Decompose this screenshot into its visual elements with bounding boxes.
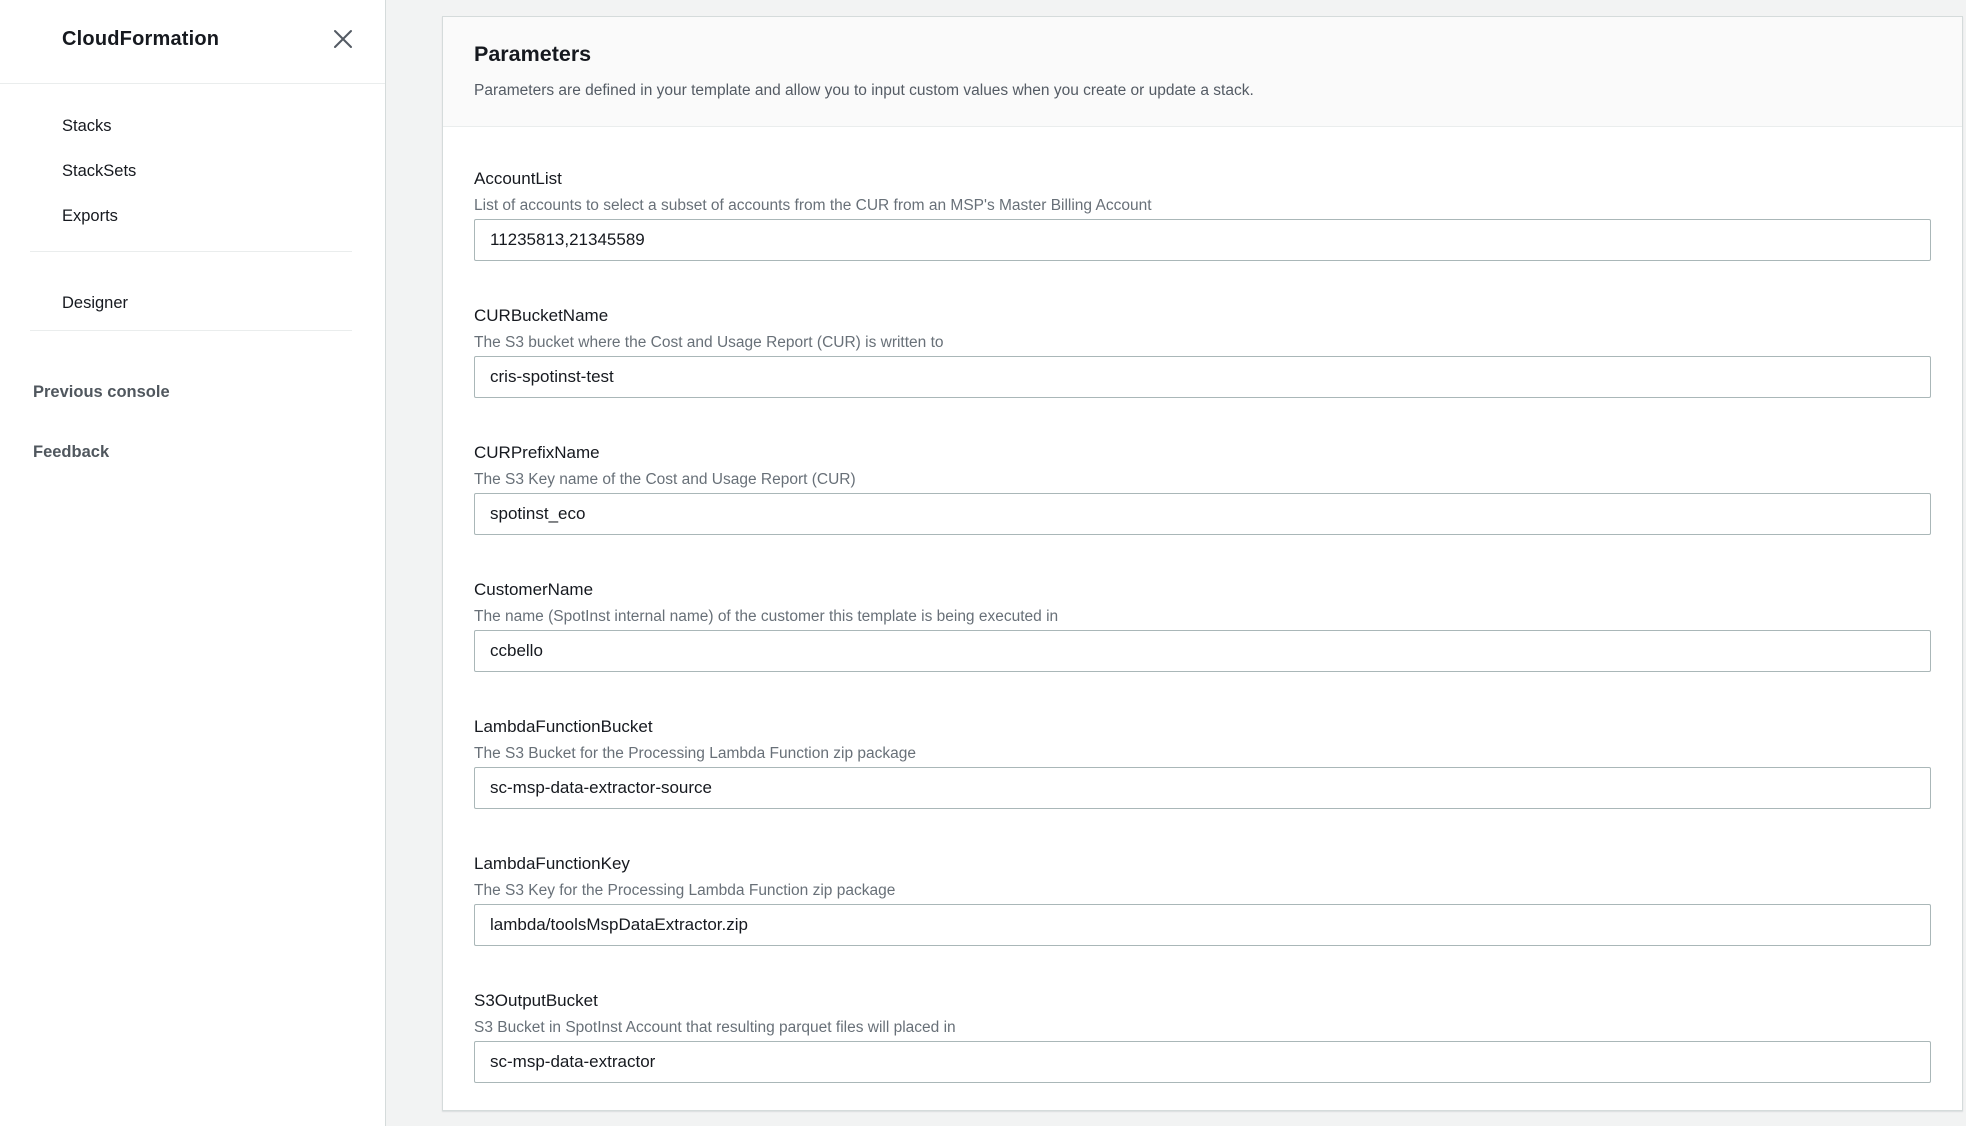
parameter-field-accountlist <box>474 167 1931 261</box>
parameter-input-s3outputbucket[interactable] <box>474 1041 1931 1083</box>
sidebar-item-exports[interactable]: Exports <box>62 207 118 225</box>
sidebar-title[interactable]: CloudFormation <box>62 28 220 50</box>
parameter-description: The name (SpotInst internal name) of the customer this template is being executed in <box>474 608 1059 625</box>
sidebar-nav-secondary <box>0 252 385 330</box>
parameter-description: The S3 Key name of the Cost and Usage Report (CUR) <box>474 471 856 488</box>
parameter-name-label: AccountList <box>474 169 562 188</box>
parameter-description: The S3 bucket where the Cost and Usage Report (CUR) is written to <box>474 334 944 351</box>
sidebar <box>0 0 386 1126</box>
sidebar-link-previous-console[interactable]: Previous console <box>33 383 170 401</box>
parameter-input-lambdafunctionbucket[interactable] <box>474 767 1931 809</box>
parameter-field-curbucketname <box>474 304 1931 398</box>
sidebar-link-feedback[interactable]: Feedback <box>33 443 110 461</box>
parameter-name-label: LambdaFunctionBucket <box>474 717 653 736</box>
parameter-input-curbucketname[interactable] <box>474 356 1931 398</box>
page-title: Parameters <box>474 42 592 66</box>
parameters-panel-header <box>443 17 1962 127</box>
parameter-name-label: CustomerName <box>474 580 594 599</box>
parameter-field-lambdafunctionbucket <box>474 715 1931 809</box>
parameter-input-lambdafunctionkey[interactable] <box>474 904 1931 946</box>
parameters-panel <box>442 16 1963 1111</box>
sidebar-nav-primary <box>0 84 385 251</box>
sidebar-item-stacks[interactable]: Stacks <box>62 117 112 135</box>
parameter-input-customername[interactable] <box>474 630 1931 672</box>
parameter-name-label: S3OutputBucket <box>474 991 598 1010</box>
parameter-input-accountlist[interactable] <box>474 219 1931 261</box>
parameter-description: The S3 Key for the Processing Lambda Function zip package <box>474 882 896 899</box>
main-content <box>386 0 1966 1126</box>
parameter-name-label: CURPrefixName <box>474 443 600 462</box>
parameter-description: List of accounts to select a subset of accounts from the CUR from an MSP's Master Billing Account <box>474 197 1152 214</box>
parameter-name-label: CURBucketName <box>474 306 609 325</box>
sidebar-external-links <box>0 381 385 464</box>
parameter-field-customername <box>474 578 1931 672</box>
parameter-input-curprefixname[interactable] <box>474 493 1931 535</box>
sidebar-header <box>0 0 385 84</box>
parameter-description: S3 Bucket in SpotInst Account that resulting parquet files will placed in <box>474 1019 956 1036</box>
parameter-name-label: LambdaFunctionKey <box>474 854 630 873</box>
parameter-field-curprefixname <box>474 441 1931 535</box>
parameter-description: The S3 Bucket for the Processing Lambda Function zip package <box>474 745 916 762</box>
sidebar-item-designer[interactable]: Designer <box>62 294 129 312</box>
close-icon <box>331 27 355 51</box>
panel-description: Parameters are defined in your template and allow you to input custom values when you create or update a stack. <box>474 82 1254 99</box>
parameters-form <box>443 127 1962 1083</box>
close-button[interactable] <box>327 23 359 55</box>
sidebar-item-stacksets[interactable]: StackSets <box>62 162 137 180</box>
parameter-field-lambdafunctionkey <box>474 852 1931 946</box>
parameter-field-s3outputbucket <box>474 989 1931 1083</box>
divider <box>30 330 352 331</box>
